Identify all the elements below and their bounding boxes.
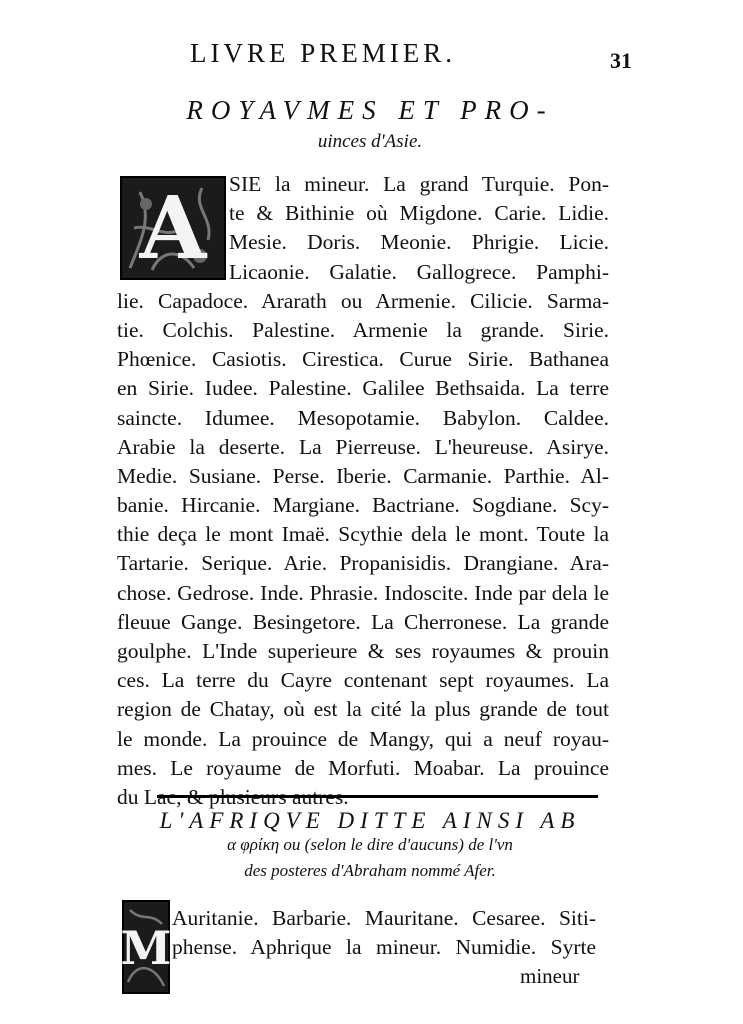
text-line: en Sirie. Iudee. Palestine. Galilee Bethsaida. La terre [117,376,609,401]
catchword: mineur [520,964,580,988]
text-line: Mesie. Doris. Meonie. Phrigie. Licie. [229,230,609,255]
text-line: fleuue Gange. Besingetore. La Cherronese. La grande [117,609,609,634]
text-line: ces. La terre du Cayre contenant sept royaumes. La [117,668,609,693]
text-line: le monde. La prouince de Mangy, qui a neuf royau- [117,726,609,751]
decorated-initial-m [122,900,170,994]
text-line: tie. Colchis. Palestine. Armenie la grande. Sirie. [117,317,609,342]
asia-text-block [117,170,609,812]
initial-letter: M [120,921,172,975]
section-subtitle-asia: uinces d'Asie. [317,131,423,152]
page-number: 31 [610,48,632,73]
section-subtitle-africa: α φρίκη ou (selon le dire d'aucuns) de l'vn [227,835,513,854]
text-line: Phœnice. Casiotis. Cirestica. Curue Sirie. Bathanea [117,347,609,372]
text-line: banie. Hircanie. Margiane. Bactriane. Sogdiane. Scy- [117,493,609,518]
text-line: Licaonie. Galatie. Gallogrece. Pamphi- [229,259,609,284]
section-title-africa: L'AFRIQVE DITTE AINSI AB [159,808,581,833]
text-line: phense. Aphrique la mineur. Numidie. Syrte [172,935,596,959]
text-line: region de Chatay, où est la cité la plus grande de tout [117,697,609,722]
section-title-asia: ROYAVMES ET PRO- [186,95,554,125]
running-head: LIVRE PREMIER. [190,38,457,68]
text-line: saincte. Idumee. Mesopotamie. Babylon. Caldee. [117,405,609,430]
initial-letter: A [139,178,207,279]
section-subtitle-africa-2: des posteres d'Abraham nommé Afer. [244,861,496,880]
text-line: du Lac, & plusieurs autres. [117,784,349,809]
ornament-icon [120,902,172,992]
text-line: lie. Capadoce. Ararath ou Armenie. Cilicie. Sarma- [117,288,609,313]
text-line: chose. Gedrose. Inde. Phrasie. Indoscite. Inde par dela le [117,580,609,605]
text-line: SIE la mineur. La grand Turquie. Pon- [229,172,609,196]
text-line: Auritanie. Barbarie. Mauritane. Cesaree. Siti- [172,906,596,930]
text-line: mes. Le royaume de Morfuti. Moabar. La prouince [117,755,609,780]
text-line: Medie. Susiane. Perse. Iberie. Carmanie. Parthie. Al- [117,463,609,488]
africa-text-block [172,904,596,962]
text-line: Tartarie. Serique. Arie. Propanisidis. Drangiane. Ara- [117,551,609,576]
text-line: goulphe. L'Inde superieure & ses royaumes & prouin [117,639,609,663]
text-line: Arabie la deserte. La Pierreuse. L'heureuse. Asirye. [117,434,609,459]
text-line: thie deça le mont Imaë. Scythie dela le mont. Toute la [117,522,609,547]
section-divider [157,795,598,798]
text-line: te & Bithinie où Migdone. Carie. Lidie. [229,201,609,226]
